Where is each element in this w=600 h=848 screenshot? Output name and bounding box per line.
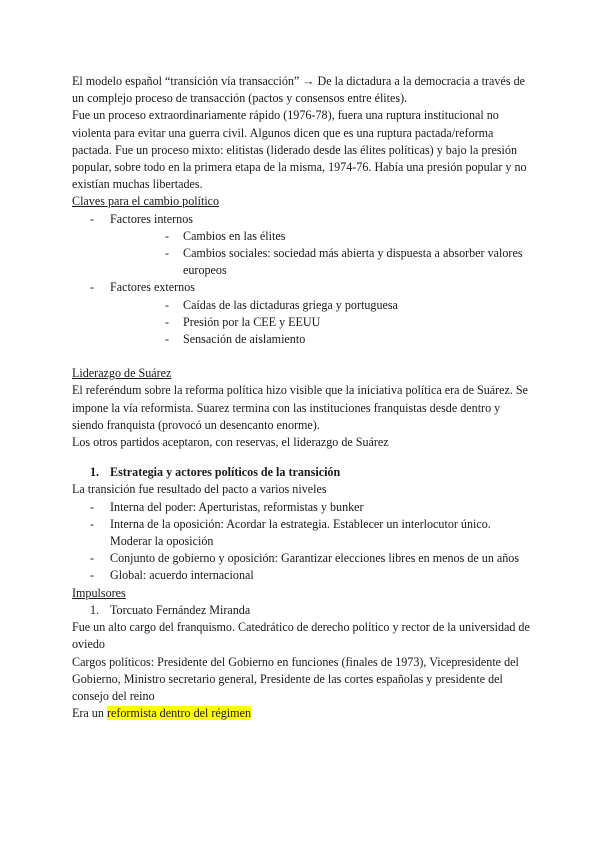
- list-item-factores-externos: [72, 279, 532, 348]
- list-item: [72, 567, 532, 584]
- liderazgo-heading: Liderazgo de Suárez: [72, 366, 172, 381]
- impulsores-heading: Impulsores: [72, 585, 126, 600]
- estrategia-heading: [72, 464, 532, 481]
- dash-bullet: -: [165, 246, 170, 261]
- factores-internos-sublist: [110, 228, 532, 280]
- list-item: [72, 516, 532, 550]
- liderazgo-paragraph-2: Los otros partidos aceptaron, con reservas, el liderazgo de Suárez: [72, 435, 389, 450]
- list-item: [110, 314, 532, 331]
- liderazgo-paragraph-1: El referéndum sobre la reforma política hizo visible que la iniciativa política era de Suárez. Se impone la vía reformista. Suarez termina con las instituciones franquistas desde dentro y siendo franquista (provocó un desencanto enorme).: [72, 383, 529, 432]
- list-item: [72, 602, 532, 619]
- list-item-text: Cambios en las élites: [183, 228, 286, 243]
- list-item: [110, 331, 532, 348]
- list-item-text: Global: acuerdo internacional: [110, 568, 254, 583]
- dash-bullet: -: [90, 516, 95, 531]
- list-item-text: Caídas de las dictaduras griega y portuguesa: [183, 297, 398, 312]
- list-item-text: Cambios sociales: sociedad más abierta y dispuesta a absorber valores europeos: [183, 246, 523, 278]
- impulsor-name: Torcuato Fernández Miranda: [110, 602, 251, 617]
- list-item-text: Interna de la oposición: Acordar la estrategia. Establecer un interlocutor único. Moderar la oposición: [110, 516, 491, 549]
- dash-bullet: -: [165, 297, 170, 312]
- list-item: [110, 228, 532, 245]
- intro-paragraph-2: Fue un proceso extraordinariamente rápido (1976-78), fuera una ruptura institucional no violenta para evitar una guerra civil. Algunos dicen que es una ruptura pactada/reforma pactada. Fue un proceso mixto: elitistas (liderado desde las élites políticas) y bajo la presión popular, sobre todo en la primera etapa de la misma, 1974-76. Había una presión popular y no existían muchas libertades.: [72, 108, 527, 192]
- highlighted-text: reformista dentro del régimen: [106, 706, 251, 721]
- list-item-text: Conjunto de gobierno y oposición: Garantizar elecciones libres en menos de un años: [110, 551, 520, 566]
- list-item-text: Presión por la CEE y EEUU: [183, 314, 321, 329]
- list-item: [72, 550, 532, 567]
- claves-heading: Claves para el cambio político: [72, 194, 220, 209]
- impulsores-paragraph-2: Cargos políticos: Presidente del Gobierno en funciones (finales de 1973), Vicepresidente del Gobierno, Ministro secretario general, Presidente de las cortes españolas y presidente del consejo del reino: [72, 654, 519, 703]
- dash-bullet: -: [165, 314, 170, 329]
- list-item-text: Interna del poder: Aperturistas, reformistas y bunker: [110, 499, 364, 514]
- factores-externos-label: Factores externos: [110, 280, 195, 295]
- list-item: [110, 297, 532, 314]
- list-item-factores-internos: [72, 211, 532, 280]
- spacer: [72, 348, 532, 365]
- estrategia-intro: La transición fue resultado del pacto a varios niveles: [72, 482, 327, 497]
- list-item-text: Sensación de aislamiento: [183, 332, 306, 347]
- impulsores-paragraph-1: Fue un alto cargo del franquismo. Catedrático de derecho político y rector de la universidad de oviedo: [72, 620, 530, 652]
- dash-bullet: -: [165, 228, 170, 243]
- heading-text: Estrategia y actores políticos de la transición: [110, 465, 341, 480]
- dash-bullet: -: [90, 211, 95, 226]
- text-prefix: Era un: [72, 706, 107, 721]
- estrategia-list: [72, 499, 532, 585]
- factores-internos-label: Factores internos: [110, 211, 193, 226]
- list-item: [72, 499, 532, 516]
- impulsores-list: [72, 602, 532, 619]
- heading-number: 1.: [90, 465, 100, 480]
- dash-bullet: -: [90, 551, 95, 566]
- impulsores-paragraph-3: [72, 705, 532, 722]
- dash-bullet: -: [90, 499, 95, 514]
- dash-bullet: -: [165, 332, 170, 347]
- dash-bullet: -: [90, 568, 95, 583]
- list-item: [110, 245, 532, 279]
- list-number: 1.: [90, 602, 100, 617]
- dash-bullet: -: [90, 280, 95, 295]
- claves-list: [72, 211, 532, 349]
- document-body: [72, 73, 532, 722]
- factores-externos-sublist: [110, 297, 532, 349]
- intro-paragraph-1: El modelo español “transición vía transacción” → De la dictadura a la democracia a través de un complejo proceso de transacción (pactos y consensos entre élites).: [72, 74, 525, 106]
